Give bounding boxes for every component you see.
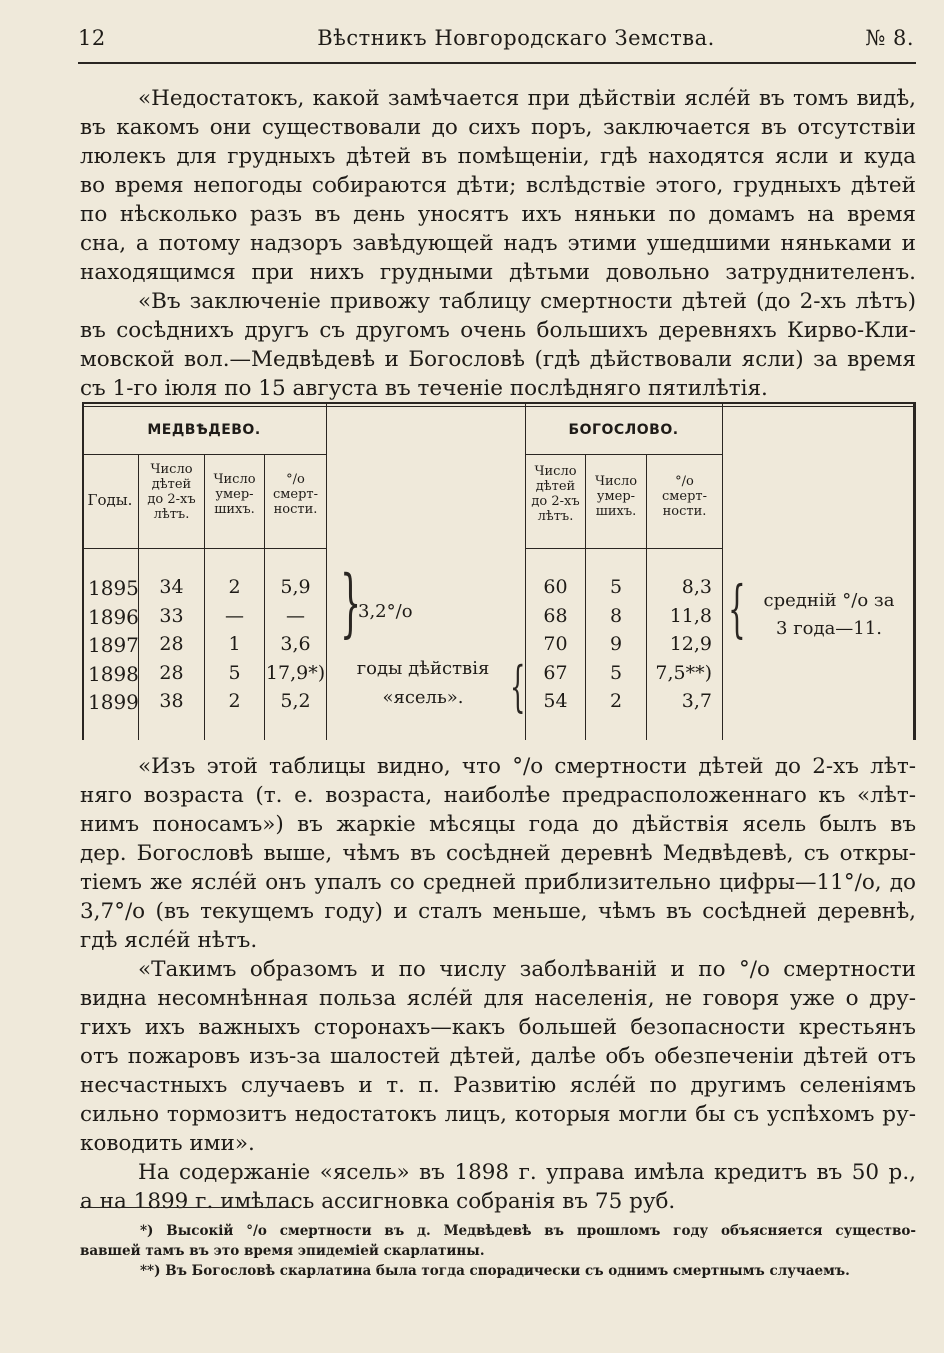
text-line: сна, а потому надзоръ завѣдующей надъ этими ушедшими няньками и xyxy=(80,231,916,256)
table-right-rule xyxy=(913,402,916,740)
text-line: гдѣ ясле́й нѣтъ. xyxy=(80,928,258,953)
text-line: нимъ поносамъ») въ жаркіе мѣсяцы года до дѣйствія ясель былъ въ xyxy=(80,812,916,837)
text-line: «Недостатокъ, какой замѣчается при дѣйствіи ясле́й въ томъ видѣ, xyxy=(138,86,916,111)
cell-medvedevo-deaths: — xyxy=(225,604,244,627)
col-header-children: Число дѣтей до 2-хъ лѣтъ. xyxy=(147,462,196,522)
footnote-line: *) Высокій °/o смертности въ д. Медвѣдевѣ въ прошломъ году объясняется существо- xyxy=(140,1223,916,1239)
cell-medvedevo-pct: 5,9 xyxy=(280,576,311,598)
years-of-creche-note-2: «ясель». xyxy=(382,687,464,708)
cell-medvedevo-children: 33 xyxy=(159,604,184,627)
cell-bogoslovo-deaths: 5 xyxy=(609,661,623,684)
cell-medvedevo-pct: — xyxy=(286,604,305,627)
text-line: люлекъ для грудныхъ дѣтей въ помѣщеніи, гдѣ находятся ясли и куда xyxy=(80,144,916,169)
text-line: гихъ ихъ важныхъ сторонахъ—какъ большей безопасности крестьянъ xyxy=(80,1015,916,1040)
cell-medvedevo-children: 34 xyxy=(159,576,184,598)
text-line: 3,7°/o (въ текущемъ году) и сталъ меньше, чѣмъ въ сосѣдней деревнѣ, xyxy=(80,899,916,924)
text-line: находящимся при нихъ грудными дѣтьми довольно затруднителенъ. xyxy=(80,260,916,285)
text-line: няго возраста (т. е. возраста, наиболѣе предрасположеннаго къ «лѣт- xyxy=(80,783,916,808)
cell-bogoslovo-pct: 3,7 xyxy=(681,690,712,712)
text-line: мовской вол.—Медвѣдевѣ и Богословѣ (гдѣ дѣйствовали ясли) за время xyxy=(80,347,916,372)
cell-bogoslovo-deaths: 8 xyxy=(609,604,623,627)
text-line: во время непогоды собираются дѣти; вслѣдствіе этого, грудныхъ дѣтей xyxy=(80,173,916,198)
cell-bogoslovo-pct: 7,5**) xyxy=(655,661,712,684)
cell-bogoslovo-deaths: 5 xyxy=(609,576,623,598)
brace-left: } xyxy=(340,560,362,646)
text-line: по нѣсколько разъ въ день уносятъ ихъ няньки по домамъ на время xyxy=(80,202,916,227)
text-line: а на 1899 г. имѣлась ассигновка собранія въ 75 руб. xyxy=(80,1189,676,1214)
brace-right: { xyxy=(728,572,746,645)
cell-medvedevo-children: 28 xyxy=(159,661,184,684)
journal-title: Вѣстникъ Новгородскаго Земства. xyxy=(317,26,715,50)
col-rule xyxy=(722,402,723,740)
cell-medvedevo-children: 38 xyxy=(159,690,184,712)
footnote-line: **) Въ Богословѣ скарлатина была тогда спорадически съ однимъ смертнымъ случаемъ. xyxy=(140,1263,850,1279)
cell-year: 1899 xyxy=(88,690,139,714)
footnote-rule xyxy=(80,1207,300,1208)
cell-medvedevo-deaths: 2 xyxy=(228,690,241,712)
cell-medvedevo-deaths: 5 xyxy=(228,661,241,684)
group-header-bogoslovo: БОГОСЛОВО. xyxy=(568,422,679,438)
avg-3-years-note-1: средній °/o за xyxy=(763,590,895,611)
cell-medvedevo-pct: 5,2 xyxy=(280,690,311,712)
footnote-1 xyxy=(80,1221,916,1261)
text-line: тіемъ же ясле́й онъ упалъ со средней приблизительно цифры—11°/o, до xyxy=(80,870,916,895)
text-line: сильно тормозитъ недостатокъ лицъ, которыя могли бы съ успѣхомъ ру- xyxy=(80,1102,916,1127)
years-of-creche-note-1: годы дѣйствія xyxy=(356,658,490,679)
cell-bogoslovo-children: 67 xyxy=(543,661,568,684)
cell-bogoslovo-pct: 12,9 xyxy=(669,633,712,655)
cell-medvedevo-pct: 3,6 xyxy=(280,633,311,655)
col-header-children-right: Число дѣтей до 2-хъ лѣтъ. xyxy=(531,464,580,524)
cell-bogoslovo-children: 70 xyxy=(543,633,568,655)
text-line: въ какомъ они существовали до сихъ поръ, заключается въ отсутствіи xyxy=(80,115,916,140)
avg-3-years-note-2: 3 года—11. xyxy=(776,618,882,639)
page-header xyxy=(78,26,914,60)
col-header-pct: °/o смерт- ности. xyxy=(273,472,318,517)
mortality-table xyxy=(82,402,917,742)
page-number: 12 xyxy=(78,26,106,50)
cell-year: 1897 xyxy=(88,633,139,657)
text-line: несчастныхъ случаевъ и т. п. Развитію ясле́й по другимъ селеніямъ xyxy=(80,1073,916,1098)
cell-year: 1895 xyxy=(88,576,139,600)
issue-number: № 8. xyxy=(865,26,914,50)
text-line: отъ пожаровъ изъ-за шалостей дѣтей, далѣе объ обезпеченіи дѣтей отъ xyxy=(80,1044,916,1069)
cell-year: 1898 xyxy=(88,661,139,686)
footnote-line: вавшей тамъ въ это время эпидеміей скарлатины. xyxy=(80,1243,485,1259)
header-bottom-rule xyxy=(525,548,722,549)
text-line: дер. Богословѣ выше, чѣмъ въ сосѣдней деревнѣ Медвѣдевѣ, съ откры- xyxy=(80,841,916,866)
paragraph-3 xyxy=(80,752,916,955)
col-header-deaths: Число умер- шихъ. xyxy=(213,472,256,517)
cell-bogoslovo-pct: 11,8 xyxy=(669,604,712,627)
text-line: ководить ими». xyxy=(80,1131,255,1156)
brace-middle: { xyxy=(510,655,526,718)
col-header-pct-right: °/o смерт- ности. xyxy=(662,474,707,519)
cell-medvedevo-deaths: 2 xyxy=(228,576,241,598)
cell-bogoslovo-children: 60 xyxy=(543,576,568,598)
cell-medvedevo-pct: 17,9*) xyxy=(265,661,326,684)
paragraph-1 xyxy=(80,84,916,287)
cell-bogoslovo-pct: 8,3 xyxy=(681,576,712,598)
col-header-deaths-right: Число умер- шихъ. xyxy=(594,474,638,519)
col-header-years: Годы. xyxy=(87,491,133,509)
cell-bogoslovo-deaths: 2 xyxy=(609,690,623,712)
paragraph-2 xyxy=(80,287,916,403)
paragraph-4 xyxy=(80,955,916,1158)
col-rule xyxy=(326,402,327,740)
table-top-rule-thin xyxy=(82,406,915,407)
text-line: На содержаніе «ясель» въ 1898 г. управа имѣла кредитъ въ 50 р., xyxy=(138,1160,916,1185)
cell-medvedevo-children: 28 xyxy=(159,633,184,655)
text-line: съ 1-го іюля по 15 августа въ теченіе послѣдняго пятилѣтія. xyxy=(80,376,768,401)
header-rule xyxy=(78,62,916,64)
group-rule xyxy=(525,454,722,455)
text-line: «Такимъ образомъ и по числу заболѣваній и по °/o смертности xyxy=(138,957,916,982)
group-header-medvedevo: МЕДВѢДЕВО. xyxy=(147,422,261,438)
text-line: «Изъ этой таблицы видно, что °/o смертности дѣтей до 2-хъ лѣт- xyxy=(138,754,916,779)
cell-bogoslovo-children: 68 xyxy=(543,604,568,627)
header-bottom-rule xyxy=(82,548,326,549)
text-line: «Въ заключеніе привожу таблицу смертности дѣтей (до 2-хъ лѣтъ) xyxy=(138,289,916,314)
cell-bogoslovo-children: 54 xyxy=(543,690,568,712)
cell-year: 1896 xyxy=(88,604,139,629)
text-line: видна несомнѣнная польза ясле́й для населенія, не говоря уже о дру- xyxy=(80,986,916,1011)
text-line: въ сосѣднихъ другъ съ другомъ очень большихъ деревняхъ Кирво-Кли- xyxy=(80,318,916,343)
avg-before-note: 3,2°/o xyxy=(358,601,413,622)
cell-medvedevo-deaths: 1 xyxy=(228,633,241,655)
cell-bogoslovo-deaths: 9 xyxy=(609,633,623,655)
table-top-rule xyxy=(82,402,915,404)
footnote-2 xyxy=(80,1261,916,1281)
